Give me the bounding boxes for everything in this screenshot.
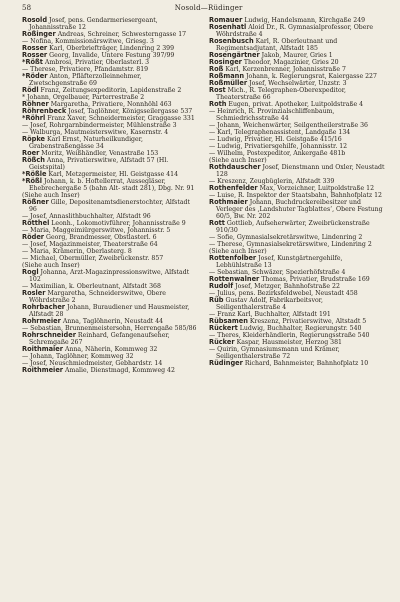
entry-surname: Rothenfelder [209,184,258,192]
directory-entry [209,24,386,38]
entry-surname: Rüb [209,296,224,304]
directory-entry [22,73,199,87]
directory-entry [22,45,199,52]
directory-entry [22,122,199,129]
entry-details: Johann, k. b. Hoftellerrat, Aussegläser, Ehebrechergaße 5 (bahn Alt- stadt 281), Dbg. Nr. 91 [29,178,195,192]
directory-entry [22,269,199,283]
entry-surname: Röhrenbeck [22,107,67,115]
entry-details: Franz Xaver, Schneidermeister, Graggasse 331 [45,115,195,122]
directory-entry [22,17,199,31]
directory-entry [209,143,386,150]
entry-surname: *Rößle [22,170,47,178]
directory-entry [209,101,386,108]
directory-entry [209,332,386,339]
entry-details: Johann, Buraudiener und Hausmeister, Alfstadt 28 [29,304,190,318]
entry-details: Ambrosi, Privatier, Oberlasterl. 3 [42,59,150,66]
entry-details: Josef, Dienstmann und Oxler, Neustadt 128 [216,164,385,178]
entry-details: Johann, k. Regierungsrat, Kaiergasse 227 [244,73,377,80]
entry-details: — Maximilian, k. Oberleutnant, Alfstadt 368 [22,283,161,290]
entry-surname: Rosengärtner [209,51,260,59]
entry-details: — Nofina, Kommissionärswitwe, Griesg. 3 [22,38,154,45]
directory-entry [22,115,199,122]
directory-entry [22,59,199,66]
entry-details: — Johann, Taglöhner, Kommweg 32 [22,353,134,360]
entry-details: Gille, Depositenamtsdienerstochter, Alfstadt 96 [29,199,190,213]
directory-entry [209,185,386,192]
entry-details: Andreas, Schreiner, Schwesterngasse 17 [55,31,187,38]
entry-surname: Rosenbusch [209,37,254,45]
page-header [22,4,386,16]
directory-entry [22,129,199,136]
entry-details: Kaspar, Hausmeister, Herzog 381 [234,339,342,346]
entry-details: Karl, Kerzenbrenner, Johannisstraße 7 [223,66,346,73]
directory-entry [209,80,386,87]
directory-entry [209,122,386,129]
entry-details: — Ludwig, Privatiersgehilfe, Johannisstr. 12 [209,143,348,150]
directory-entry [209,38,386,52]
entry-details: Georg, Brandmesser, Obstlasterl. 6 [44,234,157,241]
entry-surname: Roß [209,65,224,73]
directory-entry [209,59,386,66]
entry-surname: Rötthel [22,219,50,227]
entry-details: Eugen, privat. Apotheker, Luitpoldstraße 4 [226,101,364,108]
directory-entry [22,199,199,213]
directory-entry [22,66,199,73]
entry-details: — Wilhelm, Postexpeditor, Ankergaße 481b [209,150,346,157]
directory-entry [22,318,199,325]
entry-details: — Josef, Magazinmeister, Theaterstraße 64 [22,241,158,248]
entry-details: (Siehe auch Inser) [209,157,267,164]
entry-details: Leonh., Lokomotivführer, Johannisstraße 9 [49,220,186,227]
entry-details: * Johann, Orgelbauer, Parterrestraße 2 [22,94,145,101]
entry-details: Jakob, Maurer, Gries 1 [259,52,333,59]
entry-surname: Rothmaier [209,198,248,206]
directory-entry [209,129,386,136]
directory-entry [22,178,199,192]
entry-details: Margaretha, Schneiderswitwe, Obere Wöhrdstraße 2 [29,290,166,304]
entry-surname: *Rößt [22,58,43,66]
directory-entry [209,276,386,283]
entry-surname: Röhner [22,100,49,108]
entry-surname: Rudolf [209,282,234,290]
directory-entry [22,241,199,248]
entry-details: Gottlieb, Aufseherwärter, Zweibrückenstraße 910/30 [216,220,370,234]
entry-surname: Roth [209,100,227,108]
entry-details: Karl, Oberbriefträger, Lindenring 2 399 [47,45,175,52]
directory-entry [22,283,199,290]
entry-details: Georg, Invalide, Untere Festung 397/99 [47,52,175,59]
entry-details: — Sebastian, Schwäzer, Spezierhöfstraße 4 [209,269,346,276]
entry-details: Karl, R. Oberleutnant und Regimentsadjutant, Alfstadt 185 [216,38,338,52]
entry-details: Margaretha, Privatiere, Nonnhöhl 463 [48,101,172,108]
entry-surname: Rößner [22,198,49,206]
entry-details: Anna, Taglöhnerin, Neustadt 44 [60,318,164,325]
entry-details: Richard, Bahnmeister, Bahnhofplatz 10 [242,360,369,367]
directory-entry [22,150,199,157]
entry-details: — Julius, pens. Bezirksfeldwebel, Neustadt 458 [209,290,358,297]
entry-surname: Rottenwalner [209,275,260,283]
directory-entry [22,248,199,255]
directory-entry [22,171,199,178]
entry-surname: Rothdauscher [209,163,261,171]
entry-details: Josef, Wechselwärter, Unzstr. 3 [247,80,347,87]
entry-details: Anton, Pfläfterzolleinnehmer, Zwetschgenstraße 69 [29,73,142,87]
entry-details: — Josef, Rohrgarnbindermeister, Mühlenstraße 3 [22,122,177,129]
entry-surname: Rüdinger [209,359,243,367]
entry-surname: Rosler [22,289,46,297]
entry-surname: Roßinger [22,30,56,38]
entry-details: — Josef, Neuschmiedmeister, Gebhardstr. 14 [22,360,163,367]
entry-surname: Rogl [22,268,39,276]
entry-surname: Rosold [22,16,48,24]
entry-details: — Therese, Privatiere, Pfandamtstr. 819 [22,66,149,73]
directory-entry [209,346,386,360]
entry-surname: *Röhrl [22,114,46,122]
entry-surname: Rohrschneider [22,331,76,339]
entry-surname: Rosinger [209,58,242,66]
directory-entry [209,283,386,290]
entry-details: Kreszenz, Privatierswitwe, Altstadt 5 [247,318,367,325]
directory-entry [209,241,386,248]
entry-details: Reinhard, Gefangenaufseher, Schremgaße 267 [29,332,170,346]
directory-entry [22,262,199,269]
directory-entry [209,136,386,143]
entry-details: Josef, Metzger, Bahnhofstraße 22 [233,283,340,290]
directory-entry [22,227,199,234]
entry-surname: *Rößl [22,177,43,185]
entry-details: Mich., R. Telegraphen-Oberexpeditor, Theaterstraße 66 [216,87,346,101]
entry-details: (Siehe auch Inser) [22,262,80,269]
entry-details: — Heinrich, R. Provinzialschliffenbaum, Schmiedrichsstraße 44 [209,108,335,122]
entry-details: — Theres, Kleiderhändlerin, Regierungsstraße 540 [209,332,370,339]
entry-details: — Sebastian, Brunnenmeistersohn, Herrengaße 585/86 [22,325,197,332]
entry-surname: Röder [22,233,45,241]
entry-details: Max, Vorzeichner, Luitpoldstraße 12 [257,185,375,192]
directory-entry [22,38,199,45]
entry-details: Gustav Adolf, Fabrikarbeitsvor, Seiligenthalerstraße 4 [216,297,323,311]
entry-surname: Roithmeier [22,366,64,374]
directory-entry [209,290,386,297]
entry-surname: Rödl [22,86,39,94]
entry-surname: Rottenfolber [209,254,257,262]
entry-details: Karl Ernst, Naturheilkundiger, Grabenstraßengässe 34 [29,136,143,150]
directory-entry [22,220,199,227]
directory-entry [22,332,199,346]
entry-surname: Rübsamen [209,317,248,325]
entry-surname: Rosser [22,44,48,52]
directory-entry [209,164,386,178]
directory-columns [22,17,386,374]
entry-details: — Sofie, Gymnasialsekretärswitwe, Lindenring 2 [209,234,363,241]
entry-details: Josef, pens. Gendarmeriesergeant, Johannisstraße 12 [29,17,158,31]
entry-surname: Rößch [22,156,45,164]
directory-entry [209,297,386,311]
directory-entry [209,339,386,346]
entry-details: Franz, Zeitungsexpeditorin, Lapidenstraße 2 [38,87,182,94]
entry-details: Johann, Buchdruckereibesitzer und Verleger des ‚Landshuter Tagblattes‘, Obere Festung 60/5, Bw. Nr. 202 [216,199,383,220]
entry-details: Ludwig, Buchhalter, Regierungstr. 540 [237,325,362,332]
directory-entry [22,255,199,262]
directory-entry [22,304,199,318]
entry-surname: Roithmaier [22,345,64,353]
entry-details: Josef, Taglöhner, Königsseilergasse 537 [66,108,193,115]
directory-entry [209,360,386,367]
directory-entry [22,353,199,360]
entry-details: Theodor, Magazinier, Gries 20 [241,59,339,66]
entry-details: Karl, Metzgermeister, Hl. Geistgasse 414 [46,171,179,178]
entry-surname: Rohrmeier [22,317,61,325]
entry-details: — Karl, Telegraphenassistent, Landgaße 134 [209,129,351,136]
entry-details: Ludwig, Handelsmann, Kirchgaße 249 [242,17,366,24]
directory-entry [209,199,386,220]
directory-entry [22,367,199,374]
entry-details: — Maria, Krämerin, Oberlasterg. 8 [22,248,132,255]
running-title: Nosold—Rüdinger [174,4,243,12]
entry-surname: *Röder [22,72,48,80]
directory-entry [22,157,199,171]
entry-details: Anna, Näherin, Kommweg 32 [63,346,158,353]
entry-details: — Luise, R. Inspektor der Staatsbahn, Bahnhofplatz 12 [209,192,382,199]
entry-surname: Röpke [22,135,46,143]
entry-surname: Rosser [22,51,48,59]
entry-details: — Ludwig, Privatier, Hl. Geistgaße 415/16 [209,136,342,143]
entry-details: Moritz, Weißhändler, Venastraße 153 [39,150,159,157]
page-number: 58 [22,4,32,12]
entry-details: Thomas, Privatier, Brudstraße 169 [259,276,370,283]
directory-entry [209,234,386,241]
directory-entry [22,52,199,59]
entry-surname: Rohrbacher [22,303,66,311]
directory-entry [209,87,386,101]
entry-surname: Rückert [209,324,238,332]
directory-entry [22,234,199,241]
directory-entry [22,290,199,304]
entry-surname: Romauer [209,16,243,24]
directory-entry [22,346,199,353]
right-column [209,17,386,374]
directory-entry [209,150,386,157]
entry-details: (Siehe auch Inser) [22,192,80,199]
directory-entry [209,108,386,122]
entry-surname: Roer [22,149,40,157]
entry-details: — Josef, Annaslithbuchhalter, Alfstadt 96 [22,213,151,220]
entry-surname: Roßmann [209,72,245,80]
entry-details: Josef, Kunstgärtnergehilfe, Lebhühlstraße 13 [216,255,343,269]
entry-details: Amalie, Dienstmagd, Kommweg 42 [63,367,175,374]
left-column [22,17,199,374]
entry-surname: Rücker [209,338,235,346]
entry-details: — Franz Karl, Buchhalter, Alfstadt 191 [209,311,331,318]
entry-details: — Michael, Obermüller, Zweibrückenstr. 857 [22,255,164,262]
entry-surname: Roßmüller [209,79,248,87]
entry-details: — Quirin, Gymnasiumsmann und Krämer, Seiligenthalerstraße 72 [209,346,340,360]
entry-details: — Therese, Gymnasialsekretärswitwe, Lindenring 2 [209,241,372,248]
entry-details: — Maria, Maggeimiürgerswitwe, Johannisstr. 5 [22,227,171,234]
entry-details: Aloid Dr., R. Gymnasialprofessor, Obere Wöhrdstraße 4 [216,24,374,38]
entry-details: Anna, Privatierswitwe, Alfstadt 57 (Hl. Geistspital) [29,157,169,171]
directory-entry [22,136,199,150]
entry-details: (Siehe auch Inser) [209,248,267,255]
entry-details: — Kreszenz, Zeugbüglerin, Alfstadt 339 [209,178,335,185]
entry-surname: Rost [209,86,226,94]
entry-details: — Johann, Weichenwärter, Seilgentheilerstraße 36 [209,122,368,129]
directory-entry [22,87,199,94]
directory-entry [22,31,199,38]
entry-details: — Walburga, Mautmeisterswitwe, Kasernstr. 4 [22,129,169,136]
directory-entry [209,255,386,269]
directory-entry [209,325,386,332]
entry-surname: Rosenhatl [209,23,247,31]
directory-entry [22,108,199,115]
entry-details: Johanna, Arzt-Magazinpressionswitwe, Alfstadt 102 [29,269,190,283]
directory-entry [209,220,386,234]
entry-surname: Rott [209,219,225,227]
